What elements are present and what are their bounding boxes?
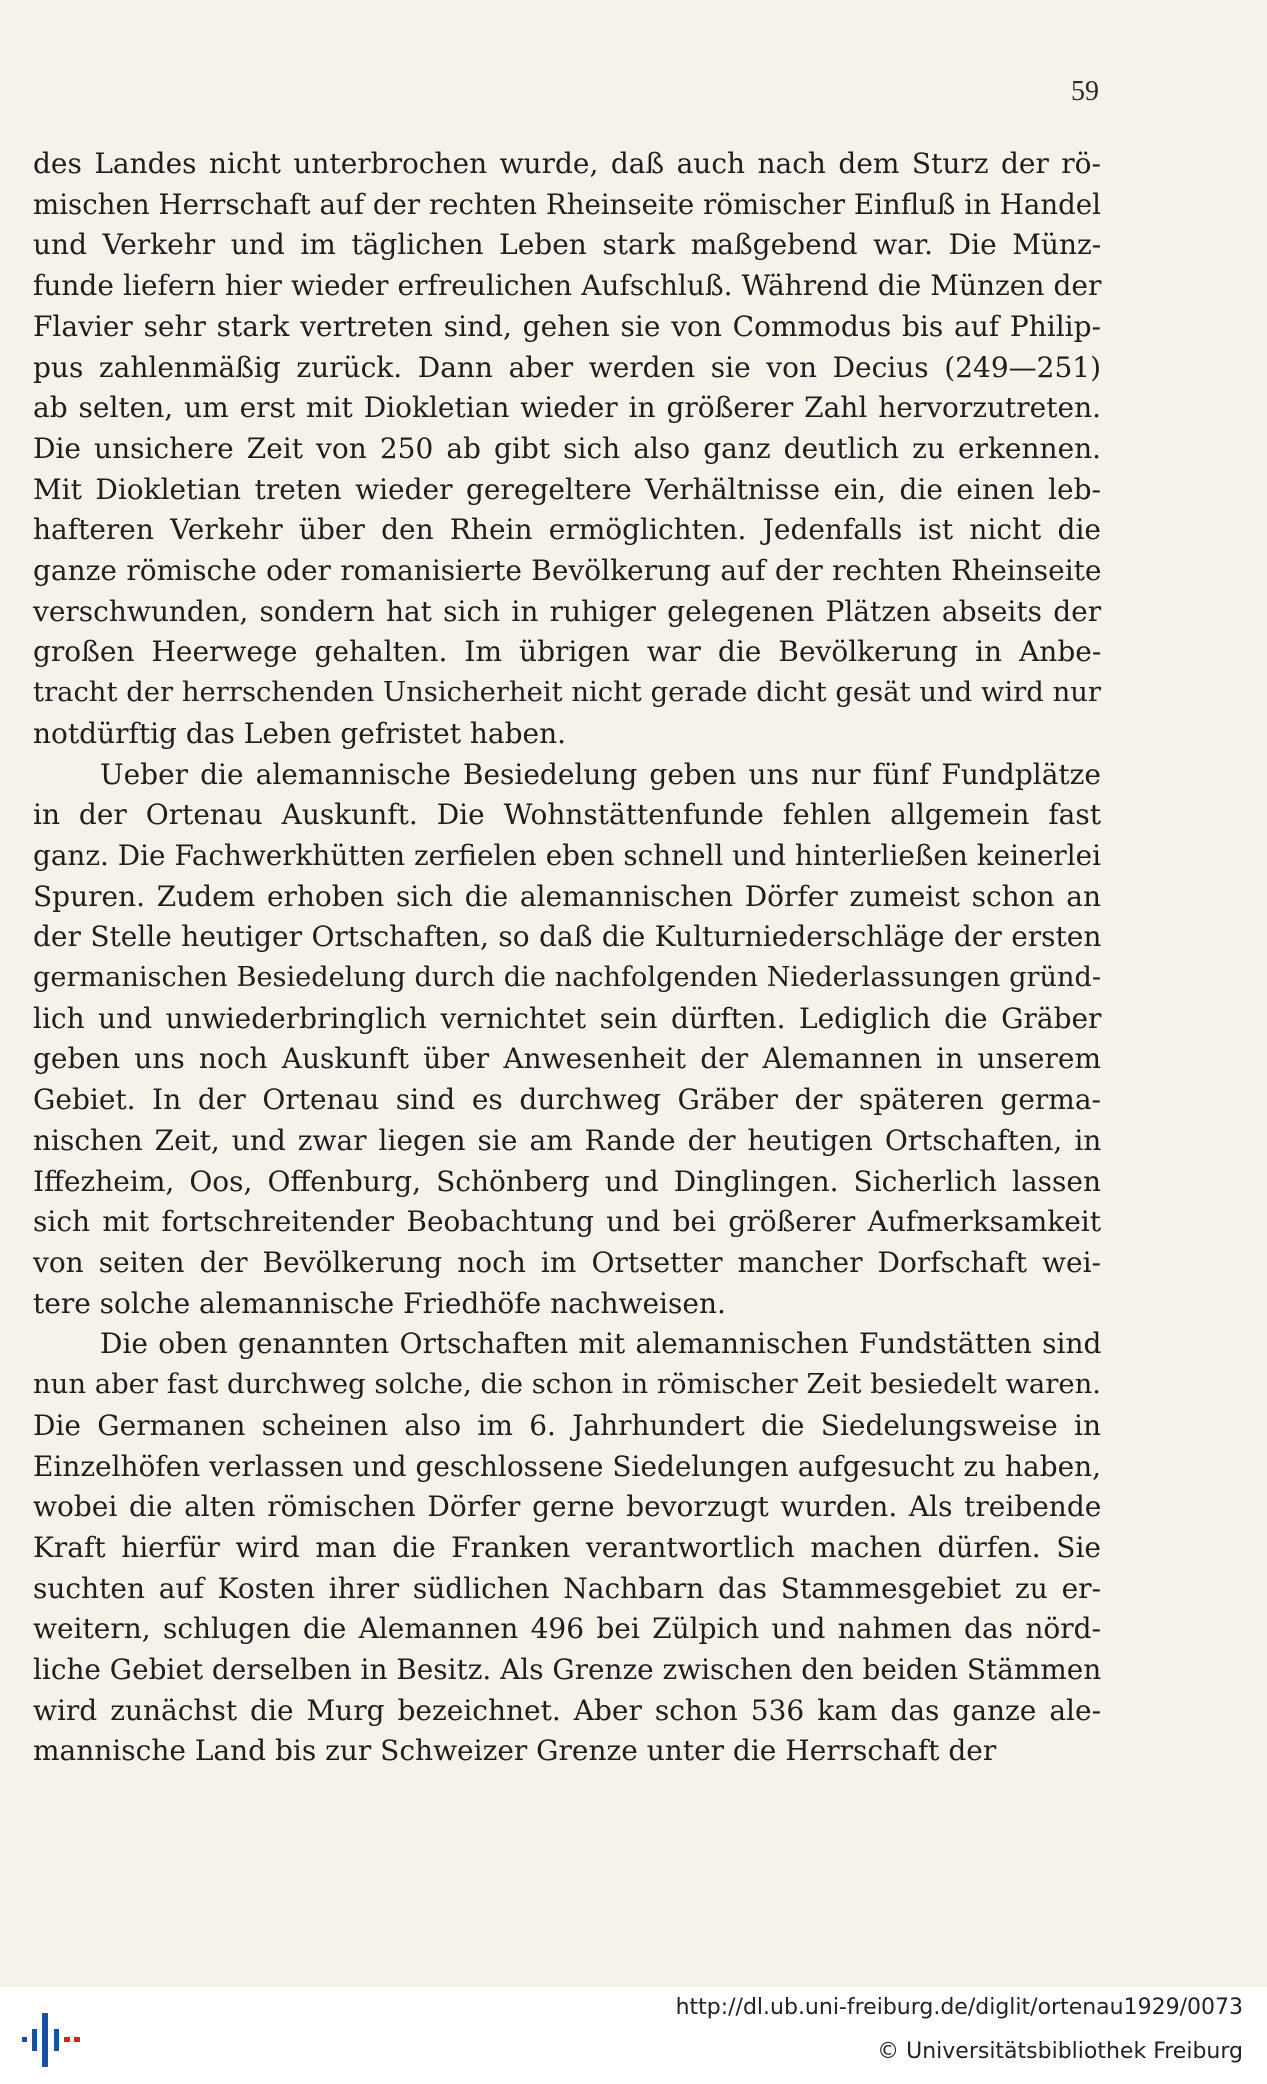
- text-line: hafteren Verkehr über den Rhein ermöglichten. Jedenfalls ist nicht die: [33, 513, 1101, 547]
- text-line: lich und unwiederbringlich vernichtet sein dürften. Lediglich die Gräber: [33, 1001, 1102, 1035]
- text-line: in der Ortenau Auskunft. Die Wohnstättenfunde fehlen allgemein fast: [33, 798, 1101, 832]
- text-line: verschwunden, sondern hat sich in ruhiger gelegenen Plätzen abseits der: [33, 594, 1102, 628]
- footer-url-link[interactable]: http://dl.ub.uni-freiburg.de/diglit/ortenau1929/0073: [675, 1995, 1243, 2020]
- text-line: tere solche alemannische Friedhöfe nachweisen.: [33, 1286, 726, 1320]
- paragraph: [33, 755, 1101, 1325]
- text-line: Mit Diokletian treten wieder geregeltere Verhältnisse ein, die einen leb-: [33, 472, 1101, 506]
- text-line: mannische Land bis zur Schweizer Grenze unter die Herrschaft der: [33, 1734, 997, 1768]
- text-line: von seiten der Bevölkerung noch im Ortsetter mancher Dorfschaft wei-: [33, 1245, 1101, 1279]
- text-line: nischen Zeit, und zwar liegen sie am Rande der heutigen Ortschaften, in: [33, 1123, 1102, 1157]
- text-line: nun aber fast durchweg solche, die schon in römischer Zeit besiedelt waren.: [33, 1369, 1101, 1401]
- text-line: Gebiet. In der Ortenau sind es durchweg Gräber der späteren germa-: [33, 1083, 1101, 1117]
- text-line: ganz. Die Fachwerkhütten zerfielen eben schnell und hinterließen keinerlei: [33, 838, 1101, 872]
- text-line: ganze römische oder romanisierte Bevölkerung auf der rechten Rheinseite: [33, 554, 1102, 588]
- footer-bar: [0, 1987, 1267, 2084]
- text-line: Iffezheim, Oos, Offenburg, Schönberg und Dinglingen. Sicherlich lassen: [33, 1164, 1102, 1198]
- text-line: Spuren. Zudem erhoben sich die alemannischen Dörfer zumeist schon an: [33, 879, 1101, 913]
- text-line: ab selten, um erst mit Diokletian wieder in größerer Zahl hervorzutreten.: [33, 391, 1101, 425]
- text-line: Kraft hierfür wird man die Franken verantwortlich machen dürfen. Sie: [33, 1530, 1101, 1564]
- text-line: mischen Herrschaft auf der rechten Rheinseite römischer Einfluß in Handel: [33, 187, 1101, 221]
- text-line: wird zunächst die Murg bezeichnet. Aber schon 536 kam das ganze ale-: [33, 1693, 1102, 1727]
- ub-freiburg-logo-icon: [18, 2007, 82, 2071]
- text-line: notdürftig das Leben gefristet haben.: [33, 716, 567, 750]
- text-line: Die unsichere Zeit von 250 ab gibt sich also ganz deutlich zu erkennen.: [33, 431, 1102, 465]
- text-line: des Landes nicht unterbrochen wurde, daß auch nach dem Sturz der rö-: [33, 147, 1101, 180]
- text-line: und Verkehr und im täglichen Leben stark maßgebend war. Die Münz-: [33, 228, 1102, 262]
- paragraph: [33, 1324, 1101, 1772]
- text-line: liche Gebiet derselben in Besitz. Als Grenze zwischen den beiden Stämmen: [33, 1653, 1102, 1687]
- text-line: wobei die alten römischen Dörfer gerne bevorzugt wurden. Als treibende: [33, 1490, 1102, 1524]
- text-line: der Stelle heutiger Ortschaften, so daß die Kulturniederschläge der ersten: [33, 920, 1102, 954]
- text-line: großen Heerwege gehalten. Im übrigen war die Bevölkerung in Anbe-: [33, 635, 1102, 669]
- text-line: geben uns noch Auskunft über Anwesenheit der Alemannen in unserem: [33, 1042, 1101, 1076]
- paragraph: [33, 144, 1101, 755]
- footer-copyright: © Universitätsbibliothek Freiburg: [877, 2039, 1243, 2064]
- text-line: funde liefern hier wieder erfreulichen Aufschluß. Während die Münzen der: [33, 269, 1102, 303]
- text-line: tracht der herrschenden Unsicherheit nicht gerade dicht gesät und wird nur: [33, 677, 1101, 709]
- text-line: suchten auf Kosten ihrer südlichen Nachbarn das Stammesgebiet zu er-: [33, 1571, 1101, 1605]
- text-line: Ueber die alemannische Besiedelung geben uns nur fünf Fundplätze: [100, 757, 1101, 791]
- text-line: germanischen Besiedelung durch die nachfolgenden Niederlassungen gründ-: [33, 962, 1101, 994]
- text-line: Die Germanen scheinen also im 6. Jahrhundert die Siedelungsweise in: [33, 1408, 1101, 1442]
- text-line: sich mit fortschreitender Beobachtung und bei größerer Aufmerksamkeit: [33, 1205, 1101, 1239]
- text-line: weitern, schlugen die Alemannen 496 bei Zülpich und nahmen das nörd-: [33, 1612, 1101, 1646]
- body-text: [33, 144, 1101, 1772]
- text-line: Die oben genannten Ortschaften mit alemannischen Fundstätten sind: [100, 1327, 1102, 1361]
- page-number: 59: [1071, 76, 1099, 107]
- text-line: Flavier sehr stark vertreten sind, gehen sie von Commodus bis auf Philip-: [33, 309, 1101, 343]
- text-line: pus zahlenmäßig zurück. Dann aber werden sie von Decius (249—251): [33, 350, 1101, 384]
- text-line: Einzelhöfen verlassen und geschlossene Siedelungen aufgesucht zu haben,: [33, 1449, 1101, 1483]
